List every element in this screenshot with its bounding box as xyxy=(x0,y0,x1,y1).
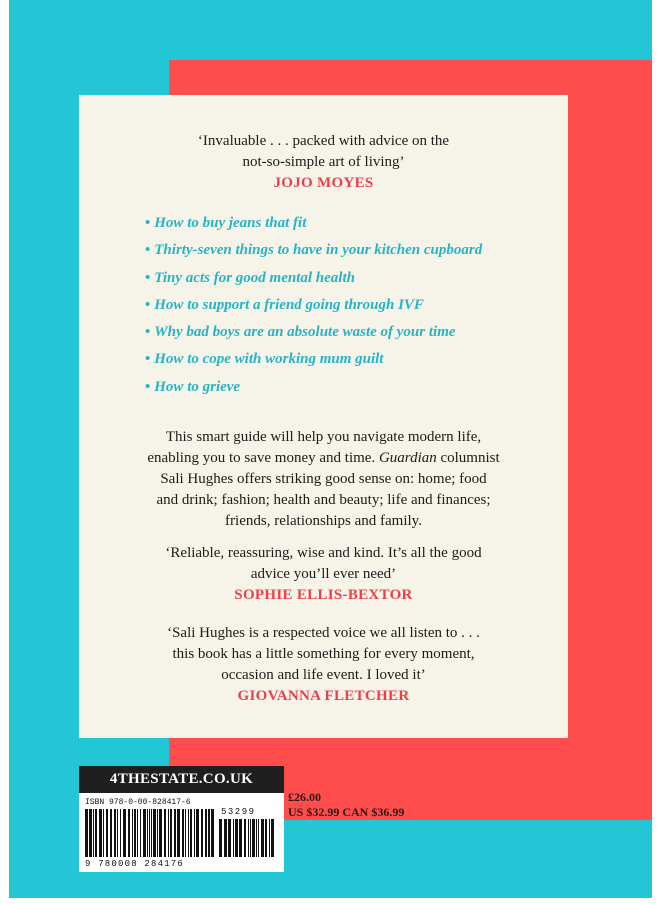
barcode-stripe xyxy=(168,809,169,857)
barcode-stripe xyxy=(99,809,102,857)
list-item: • Tiny acts for good mental health xyxy=(145,269,355,286)
list-item: • How to buy jeans that fit xyxy=(145,215,307,231)
feature-list xyxy=(145,213,482,404)
barcode-addon-bars xyxy=(219,819,277,857)
barcode-stripe xyxy=(140,809,141,857)
barcode-stripe xyxy=(224,819,227,857)
barcode-digits: 9 780008 284176 xyxy=(85,859,185,869)
isbn-barcode xyxy=(79,793,284,872)
barcode-stripe xyxy=(185,809,186,857)
barcode-stripe xyxy=(110,809,112,857)
list-item: • Why bad boys are an absolute waste of your time xyxy=(145,324,456,341)
quote-line: ‘Reliable, reassuring, wise and kind. It’s all the good xyxy=(165,545,482,561)
barcode-stripe xyxy=(256,819,257,857)
barcode-stripe xyxy=(143,809,146,857)
barcode-stripe xyxy=(250,819,251,857)
barcode-stripe xyxy=(103,809,104,857)
barcode-stripe xyxy=(157,809,158,857)
price-uk: £26.00 xyxy=(288,790,321,804)
list-item: • Thirty-seven things to have in your kitchen cupboard xyxy=(145,242,483,259)
barcode-stripe xyxy=(147,809,148,857)
barcode-stripe xyxy=(201,809,203,857)
barcode-stripe xyxy=(182,809,184,857)
barcode-stripe xyxy=(235,819,238,857)
barcode-stripe xyxy=(123,809,126,857)
barcode-stripe xyxy=(132,809,133,857)
list-item: • How to grieve xyxy=(145,378,241,395)
barcode-stripe xyxy=(120,809,121,857)
barcode-stripe xyxy=(261,819,264,857)
price-block xyxy=(288,790,404,820)
barcode-stripe xyxy=(153,809,156,857)
barcode-stripe xyxy=(170,809,172,857)
quote-line: not-so-simple art of living’ xyxy=(242,154,405,170)
barcode-stripe xyxy=(177,809,180,857)
barcode-stripe xyxy=(258,819,259,857)
barcode-stripe xyxy=(149,809,150,857)
barcode-stripe xyxy=(137,809,138,857)
price-us-can: US $32.99 CAN $36.99 xyxy=(288,805,405,819)
quote-jojo-moyes xyxy=(79,131,568,194)
publisher-website: 4THESTATE.CO.UK xyxy=(79,766,284,793)
barcode-stripe xyxy=(265,819,267,857)
barcode-stripe xyxy=(174,809,176,857)
list-item: • How to support a friend going through IVF xyxy=(145,296,424,313)
barcode-stripe xyxy=(248,819,249,857)
barcode-stripe xyxy=(208,809,210,857)
quote-author: GIOVANNA FLETCHER xyxy=(237,688,410,704)
blurb-line: enabling you to save money and time. Guardian columnist xyxy=(147,450,500,466)
barcode-stripe xyxy=(194,809,195,857)
quote-sophie-ellis-bextor xyxy=(79,543,568,606)
blurb-line: and drink; fashion; health and beauty; life and finances; xyxy=(156,492,491,508)
blurb-line: Sali Hughes offers striking good sense on: home; food xyxy=(160,471,487,487)
barcode-stripe xyxy=(117,809,118,857)
blurb-emphasis: Guardian xyxy=(378,450,437,466)
barcode-stripe xyxy=(89,809,92,857)
quote-author: JOJO MOYES xyxy=(273,175,374,191)
barcode-stripe xyxy=(219,819,222,857)
blurb-line: This smart guide will help you navigate modern life, xyxy=(165,429,482,445)
quote-line: ‘Invaluable . . . packed with advice on the xyxy=(197,133,450,149)
barcode-stripe xyxy=(233,819,234,857)
barcode-addon-digits: 53299 xyxy=(221,807,256,817)
quote-line: occasion and life event. I loved it’ xyxy=(221,667,426,683)
barcode-stripe xyxy=(196,809,199,857)
barcode-stripe xyxy=(164,809,166,857)
barcode-stripe xyxy=(95,809,97,857)
barcode-stripe xyxy=(151,809,152,857)
barcode-stripe xyxy=(106,809,108,857)
quote-line: this book has a little something for every moment, xyxy=(172,646,475,662)
barcode-stripe xyxy=(190,809,192,857)
blurb-line: friends, relationships and family. xyxy=(225,513,422,529)
book-description xyxy=(79,427,568,532)
barcode-stripe xyxy=(134,809,136,857)
quote-giovanna-fletcher xyxy=(79,623,568,707)
barcode-stripe xyxy=(239,819,242,857)
barcode-stripe xyxy=(228,819,231,857)
barcode-stripe xyxy=(269,819,270,857)
barcode-stripe xyxy=(159,809,162,857)
barcode-stripe xyxy=(188,809,189,857)
quote-author: SOPHIE ELLIS-BEXTOR xyxy=(234,587,413,603)
barcode-stripe xyxy=(244,819,246,857)
barcode-stripe xyxy=(114,809,116,857)
barcode-bars xyxy=(85,809,215,857)
isbn-label: ISBN 978-0-00-828417-6 xyxy=(85,798,191,807)
quote-line: advice you’ll ever need’ xyxy=(250,566,397,582)
quote-line: ‘Sali Hughes is a respected voice we all listen to . . . xyxy=(167,625,480,641)
barcode-stripe xyxy=(252,819,255,857)
barcode-stripe xyxy=(271,819,274,857)
barcode-stripe xyxy=(211,809,214,857)
barcode-stripe xyxy=(205,809,207,857)
text-panel xyxy=(79,95,568,738)
barcode-stripe xyxy=(85,809,88,857)
list-item: • How to cope with working mum guilt xyxy=(145,351,384,368)
barcode-stripe xyxy=(128,809,130,857)
barcode-stripe xyxy=(93,809,94,857)
